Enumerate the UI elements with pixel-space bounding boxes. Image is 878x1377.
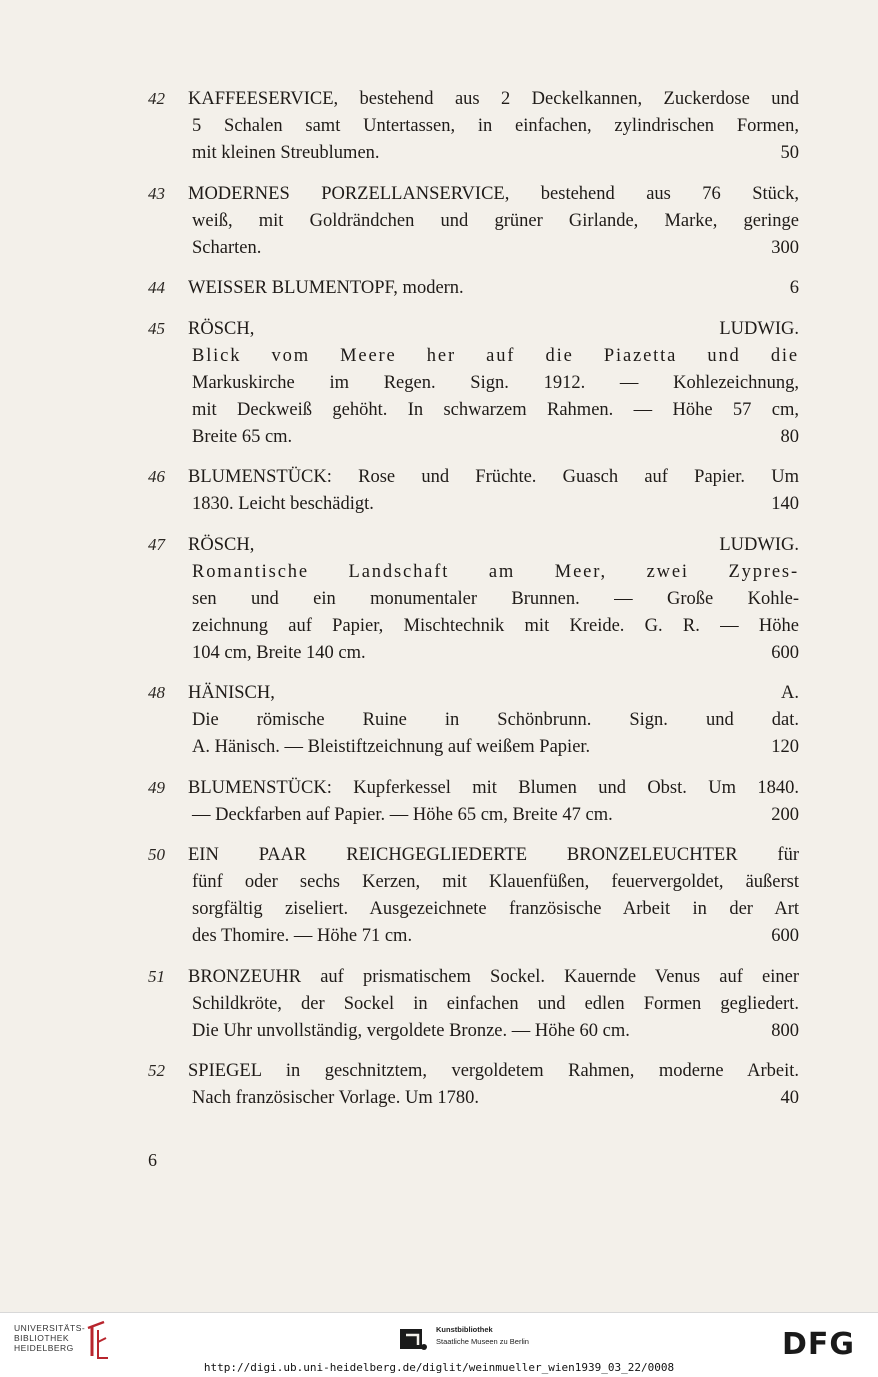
entry-text: Blick vom Meere her auf die Piazetta und die — [192, 345, 799, 366]
kunstbibliothek-subtitle: Staatliche Museen zu Berlin — [436, 1337, 529, 1346]
university-library-text — [14, 1323, 85, 1353]
permalink-url[interactable]: http://digi.ub.uni-heidelberg.de/diglit/weinmueller_wien1939_03_22/0008 — [203, 1361, 675, 1374]
lot-price: 300 — [771, 237, 799, 258]
entry-text: fünf oder sechs Kerzen, mit Klauenfüßen, feuervergoldet, äußerst — [192, 872, 799, 892]
dfg-logo[interactable]: DFG — [782, 1327, 856, 1362]
footer-bar — [0, 1312, 878, 1377]
entry-text: Breite 65 cm. — [192, 426, 293, 447]
entry-list — [0, 86, 878, 1126]
catalog-entry — [0, 316, 878, 451]
entry-text: 104 cm, Breite 140 cm. — [192, 642, 366, 663]
entry-text: WEISSER BLUMENTOPF, modern. — [188, 278, 464, 298]
entry-line — [192, 424, 799, 451]
entry-line — [188, 532, 799, 559]
entry-line — [188, 464, 799, 491]
entry-text: Die römische Ruine in Schönbrunn. Sign. und dat. — [192, 710, 799, 730]
entry-text: BLUMENSTÜCK: Rose und Früchte. Guasch auf Papier. Um — [188, 467, 799, 487]
lot-price: 200 — [771, 804, 799, 825]
entry-text: Die Uhr unvollständig, vergoldete Bronze. — Höhe 60 cm. — [192, 1020, 630, 1041]
entry-line — [192, 613, 799, 640]
university-line: UNIVERSITÄTS- — [14, 1323, 86, 1333]
lot-price: 50 — [780, 143, 799, 163]
catalog-entry — [0, 532, 878, 667]
lot-price: 6 — [789, 278, 799, 298]
entry-line — [192, 1018, 799, 1045]
lot-number: 48 — [148, 683, 165, 702]
entry-line — [188, 964, 799, 991]
entry-line — [192, 586, 799, 613]
lot-price: 600 — [771, 642, 799, 663]
catalog-entry — [0, 842, 878, 950]
entry-text: EIN PAAR REICHGEGLIEDERTE BRONZELEUCHTER für — [188, 845, 799, 865]
lot-price: 40 — [780, 1088, 799, 1108]
catalog-entry — [0, 680, 878, 761]
entry-line — [188, 275, 799, 302]
entry-text: — Deckfarben auf Papier. — Höhe 65 cm, Breite 47 cm. — [192, 804, 613, 825]
entry-text: weiß, mit Goldrändchen und grüner Girlande, Marke, geringe — [192, 210, 799, 231]
lot-price: 120 — [771, 737, 799, 757]
entry-text: mit kleinen Streublumen. — [192, 143, 380, 163]
entry-line — [188, 775, 799, 802]
page-number: 6 — [148, 1150, 157, 1170]
entry-line — [192, 1085, 799, 1112]
entry-text: Nach französischer Vorlage. Um 1780. — [192, 1088, 480, 1108]
entry-line — [192, 869, 799, 896]
lot-number: 43 — [148, 183, 165, 203]
catalog-entry — [0, 775, 878, 829]
university-line: BIBLIOTHEK — [14, 1333, 70, 1343]
lot-price: 600 — [771, 926, 799, 946]
entry-line — [192, 802, 799, 829]
entry-text: KAFFEESERVICE, bestehend aus 2 Deckelkannen, Zuckerdose und — [188, 89, 799, 109]
entry-line — [192, 397, 799, 424]
kunstbibliothek-name: Kunstbibliothek — [436, 1325, 493, 1334]
entry-line — [188, 842, 799, 869]
entry-text: sen und ein monumentaler Brunnen. — Große Kohle- — [192, 588, 799, 609]
entry-line — [188, 1058, 799, 1085]
catalog-entry — [0, 964, 878, 1045]
entry-line — [192, 559, 799, 586]
lot-number: 46 — [148, 467, 165, 486]
entry-text: Schildkröte, der Sockel in einfachen und edlen Formen gegliedert. — [192, 993, 799, 1014]
kunstbibliothek-icon — [400, 1325, 428, 1351]
entry-line — [192, 707, 799, 734]
entry-line — [192, 370, 799, 397]
entry-line — [192, 991, 799, 1018]
university-emblem-icon — [84, 1320, 112, 1360]
entry-line — [192, 923, 799, 950]
catalog-entry — [0, 1058, 878, 1112]
lot-price: 80 — [780, 426, 799, 447]
entry-text: 1830. Leicht beschädigt. — [192, 494, 374, 514]
university-line: HEIDELBERG — [14, 1343, 74, 1353]
entry-line — [188, 86, 799, 113]
lot-price: 800 — [771, 1020, 799, 1041]
lot-number: 44 — [148, 278, 165, 297]
entry-text: mit Deckweiß gehöht. In schwarzem Rahmen. — Höhe 57 cm, — [192, 399, 799, 420]
entry-text: Romantische Landschaft am Meer, zwei Zypres- — [192, 561, 799, 582]
entry-text: HÄNISCH, A. — [188, 683, 799, 703]
entry-text: zeichnung auf Papier, Mischtechnik mit Kreide. G. R. — Höhe — [192, 615, 799, 636]
lot-number: 47 — [148, 534, 165, 554]
entry-line — [192, 208, 799, 235]
entry-text: BRONZEUHR auf prismatischem Sockel. Kauernde Venus auf einer — [188, 966, 799, 987]
entry-text: SPIEGEL in geschnitztem, vergoldetem Rahmen, moderne Arbeit. — [188, 1061, 799, 1081]
entry-line — [192, 140, 799, 167]
entry-line — [188, 680, 799, 707]
entry-line — [192, 734, 799, 761]
entry-line — [192, 640, 799, 667]
entry-line — [188, 181, 799, 208]
entry-text: RÖSCH, LUDWIG. — [188, 318, 799, 339]
entry-text: BLUMENSTÜCK: Kupferkessel mit Blumen und Obst. Um 1840. — [188, 777, 799, 798]
entry-line — [192, 343, 799, 370]
entry-text: Scharten. — [192, 237, 262, 258]
lot-number: 52 — [148, 1061, 165, 1080]
entry-line — [192, 235, 799, 262]
entry-text: A. Hänisch. — Bleistiftzeichnung auf weißem Papier. — [192, 737, 591, 757]
entry-line — [192, 896, 799, 923]
lot-number: 50 — [148, 845, 165, 864]
lot-number: 51 — [148, 966, 165, 986]
entry-text: MODERNES PORZELLANSERVICE, bestehend aus 76 Stück, — [188, 183, 799, 204]
entry-text: des Thomire. — Höhe 71 cm. — [192, 926, 413, 946]
entry-line — [192, 491, 799, 518]
entry-text: sorgfältig ziseliert. Ausgezeichnete französische Arbeit in der Art — [192, 899, 799, 919]
lot-number: 49 — [148, 777, 165, 797]
catalog-entry — [0, 464, 878, 518]
catalog-entry — [0, 275, 878, 302]
catalog-entry — [0, 86, 878, 167]
lot-price: 140 — [771, 494, 799, 514]
entry-text: Markuskirche im Regen. Sign. 1912. — Kohlezeichnung, — [192, 372, 799, 393]
lot-number: 45 — [148, 318, 165, 338]
entry-text: 5 Schalen samt Untertassen, in einfachen, zylindrischen Formen, — [192, 116, 799, 136]
lot-number: 42 — [148, 89, 165, 108]
university-library-logo[interactable] — [14, 1323, 85, 1353]
entry-text: RÖSCH, LUDWIG. — [188, 534, 799, 555]
entry-line — [192, 113, 799, 140]
catalog-entry — [0, 181, 878, 262]
entry-line — [188, 316, 799, 343]
